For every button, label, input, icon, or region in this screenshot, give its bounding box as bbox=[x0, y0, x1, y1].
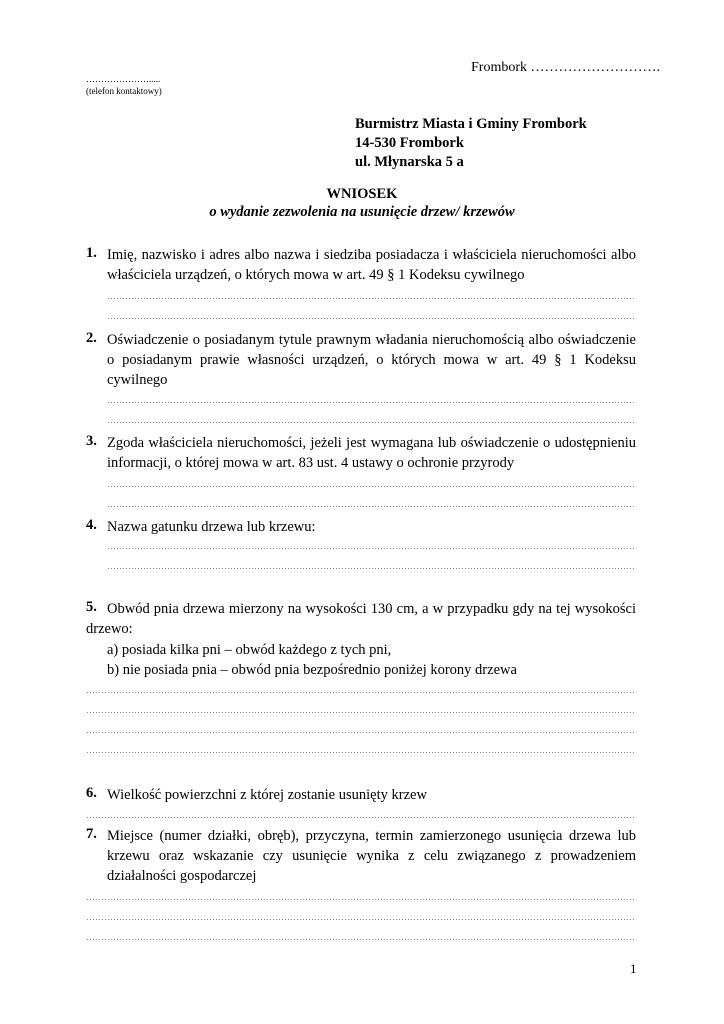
section-7-number: 7. bbox=[86, 826, 97, 842]
section-5-line-3: a) posiada kilka pni – obwód każdego z tych pni, bbox=[107, 642, 392, 658]
section-2-line-2: o posiadanym prawie własności urządzeń, o których mowa w art. 49 § 1 Kodeksu bbox=[107, 352, 636, 368]
section-5-dotted-line-2[interactable] bbox=[86, 712, 636, 713]
addressee-line-3: ul. Młynarska 5 a bbox=[355, 154, 464, 170]
page-number: 1 bbox=[630, 961, 637, 976]
section-2-dotted-line-1[interactable] bbox=[107, 402, 636, 403]
section-6-line-1: Wielkość powierzchni z której zostanie usunięty krzew bbox=[107, 787, 427, 803]
section-1-dotted-line-2[interactable] bbox=[107, 318, 636, 319]
section-6-number: 6. bbox=[86, 785, 97, 801]
section-7-line-3: działalności gospodarczej bbox=[107, 868, 257, 884]
section-7-line-2: krzewu oraz wskazanie czy usunięcie wynika z celu związanego z prowadzeniem bbox=[107, 848, 636, 864]
addressee-line-1: Burmistrz Miasta i Gminy Frombork bbox=[355, 116, 587, 132]
section-7-dotted-line-3[interactable] bbox=[86, 939, 636, 940]
section-5-dotted-line-4[interactable] bbox=[86, 752, 636, 753]
section-7-dotted-line-1[interactable] bbox=[86, 899, 636, 900]
document-subtitle: o wydanie zezwolenia na usunięcie drzew/ krzewów bbox=[209, 204, 515, 220]
section-7-dotted-line-2[interactable] bbox=[86, 919, 636, 920]
section-1-number: 1. bbox=[86, 245, 97, 261]
section-6-dotted-line-1[interactable] bbox=[86, 817, 636, 818]
section-2-number: 2. bbox=[86, 330, 97, 346]
section-2-line-1: Oświadczenie o posiadanym tytule prawnym władania nieruchomością albo oświadczenie bbox=[107, 332, 636, 348]
section-2-line-3: cywilnego bbox=[107, 372, 168, 388]
section-5-line-4: b) nie posiada pnia – obwód pnia bezpośrednio poniżej korony drzewa bbox=[107, 662, 517, 678]
section-3-line-1: Zgoda właściciela nieruchomości, jeżeli jest wymagana lub oświadczenie o udostępnieniu bbox=[107, 435, 636, 451]
section-3-line-2: informacji, o której mowa w art. 83 ust. 4 ustawy o ochronie przyrody bbox=[107, 455, 515, 471]
section-5-number: 5. bbox=[86, 599, 97, 615]
section-4-dotted-line-2[interactable] bbox=[107, 568, 636, 569]
document-title: WNIOSEK bbox=[326, 186, 398, 202]
section-5-line-2: drzewo: bbox=[86, 621, 133, 637]
place-date: Frombork ………………………. bbox=[471, 60, 660, 75]
section-3-number: 3. bbox=[86, 433, 97, 449]
section-7-line-1: Miejsce (numer działki, obręb), przyczyna, termin zamierzonego usunięcia drzewa lub bbox=[107, 828, 636, 844]
section-5-line-1: Obwód pnia drzewa mierzony na wysokości 130 cm, a w przypadku gdy na tej wysokości bbox=[107, 601, 636, 617]
section-1-line-1: Imię, nazwisko i adres albo nazwa i siedziba posiadacza i właściciela nieruchomości albo bbox=[107, 247, 636, 263]
section-3-dotted-line-1[interactable] bbox=[107, 486, 636, 487]
section-5-dotted-line-1[interactable] bbox=[86, 692, 636, 693]
section-2-dotted-line-2[interactable] bbox=[107, 422, 636, 423]
phone-label: (telefon kontaktowy) bbox=[86, 86, 162, 96]
section-1-line-2: właściciela urządzeń, o których mowa w art. 49 § 1 Kodeksu cywilnego bbox=[107, 267, 525, 283]
section-3-dotted-line-2[interactable] bbox=[107, 506, 636, 507]
section-4-number: 4. bbox=[86, 517, 97, 533]
phone-dots: …………………..... bbox=[86, 74, 161, 84]
section-4-line-1: Nazwa gatunku drzewa lub krzewu: bbox=[107, 519, 316, 535]
section-5-dotted-line-3[interactable] bbox=[86, 732, 636, 733]
section-4-dotted-line-1[interactable] bbox=[107, 548, 636, 549]
addressee-line-2: 14-530 Frombork bbox=[355, 135, 464, 151]
section-1-dotted-line-1[interactable] bbox=[107, 298, 636, 299]
